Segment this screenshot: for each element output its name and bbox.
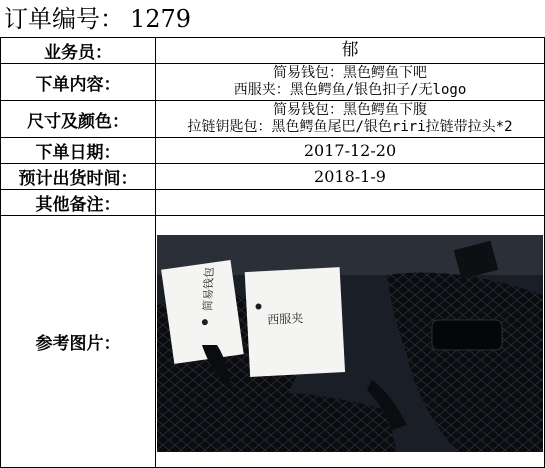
remarks-label: 其他备注：	[1, 190, 156, 216]
order-date-label: 下单日期：	[1, 138, 156, 164]
order-title	[4, 2, 191, 36]
tag-right-text: 西服夹	[266, 310, 304, 327]
size-color-line-1: 简易钱包：黑色鳄鱼下腹	[273, 102, 427, 118]
row-size-color	[1, 101, 545, 138]
content-value	[156, 64, 545, 101]
salesperson-value: 郁	[156, 38, 545, 64]
row-order-date	[1, 138, 545, 164]
reference-photo-cell	[156, 216, 545, 468]
row-ship-date	[1, 164, 545, 190]
row-content	[1, 64, 545, 101]
order-number-label: 订单编号：	[4, 5, 124, 33]
order-date-value: 2017-12-20	[156, 138, 545, 164]
size-color-value	[156, 101, 545, 138]
ship-date-label: 预计出货时间：	[1, 164, 156, 190]
content-label: 下单内容：	[1, 64, 156, 101]
ship-date-value: 2018-1-9	[156, 164, 545, 190]
remarks-value	[156, 190, 545, 216]
tag-left	[161, 260, 244, 364]
content-line-2: 西服夹：黑色鳄鱼/银色扣子/无logo	[233, 82, 467, 98]
content-line-1: 简易钱包：黑色鳄鱼下吧	[273, 65, 427, 81]
wallet-object	[432, 320, 502, 350]
order-number: 1279	[130, 5, 192, 33]
row-remarks	[1, 190, 545, 216]
size-color-line-2: 拉链钥匙包：黑色鳄鱼尾巴/银色riri拉链带拉头*2	[187, 119, 513, 135]
reference-photo	[157, 235, 543, 452]
reference-label: 参考图片：	[1, 216, 156, 468]
order-form-table	[0, 37, 545, 468]
size-color-label: 尺寸及颜色：	[1, 101, 156, 138]
salesperson-label: 业务员：	[1, 38, 156, 64]
tag-left-text: 简易钱包	[201, 266, 216, 311]
tag-right	[245, 267, 345, 377]
row-reference	[1, 216, 545, 468]
row-salesperson	[1, 38, 545, 64]
